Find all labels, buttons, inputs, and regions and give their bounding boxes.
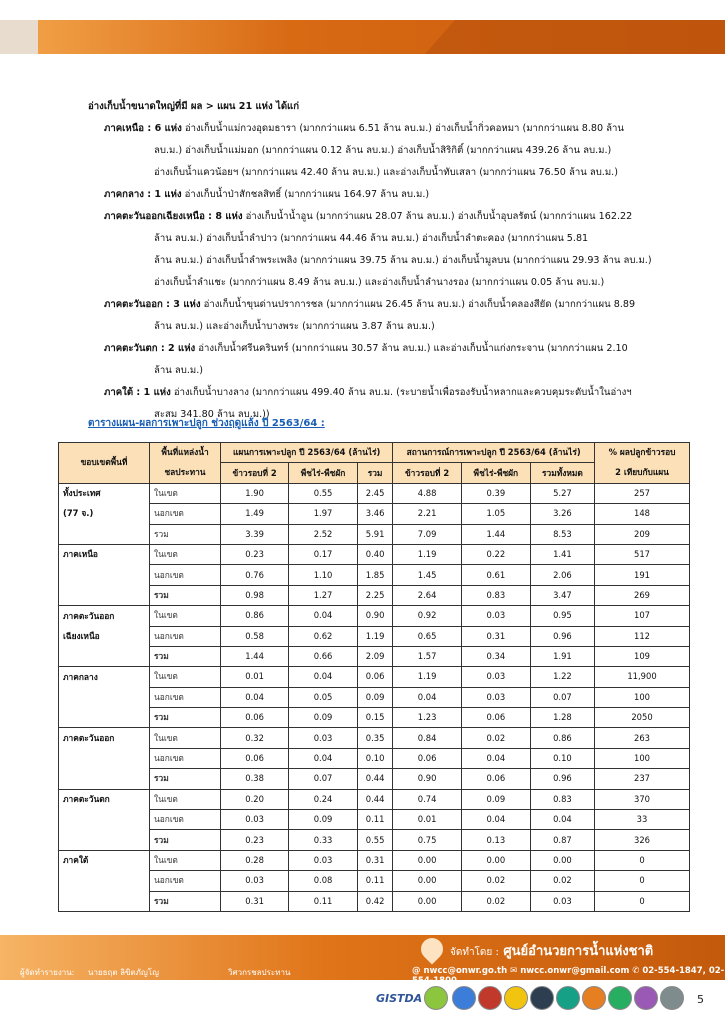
value-cell: 0.23 [221,544,289,564]
zone-cell: ในเขต [150,789,221,809]
gistda-logo: GISTDA [376,992,423,1005]
footer-resp-role: วิศวกรชลประทาน [228,968,291,977]
value-cell: 0.20 [221,789,289,809]
value-cell: 269 [595,585,690,605]
footer-org-name: ศูนย์อำนวยการน้ำแห่งชาติ [503,944,654,959]
zone-cell: นอกเขต [150,565,221,585]
value-cell: 0.03 [461,606,530,626]
value-cell: 0.34 [461,646,530,666]
header-rice2: ข้าวรอบที่ 2 [393,463,462,483]
region-cell: ภาคเหนือ [59,544,150,564]
value-cell: 1.22 [530,667,594,687]
table-row [59,483,690,503]
value-cell: 0.04 [530,810,594,830]
value-cell: 0.01 [393,810,462,830]
value-cell: 0.02 [461,871,530,891]
value-cell: 0.62 [289,626,358,646]
table-row [59,687,690,707]
zone-cell: รวม [150,769,221,789]
value-cell: 2.25 [357,585,392,605]
value-cell: 3.46 [357,504,392,524]
value-cell: 0.02 [530,871,594,891]
value-cell: 0.96 [530,769,594,789]
value-cell: 0.03 [289,850,358,870]
region-text: อ่างเก็บน้ำน้ำอูน (มากกว่าแผน 28.07 ล้าน ลบ.ม.) อ่างเก็บน้ำอุบลรัตน์ (มากกว่าแผน 162.22 [242,211,633,222]
table-row [59,891,690,911]
zone-cell: รวม [150,524,221,544]
footer-check-role: วิศวกรชลประทานชำนาญการพิเศษ [228,980,350,989]
zone-cell: นอกเขต [150,810,221,830]
value-cell: 0.04 [289,748,358,768]
value-cell: 1.91 [530,646,594,666]
header-area-1: พื้นที่แหล่งน้ำ [150,443,221,463]
table-row [59,626,690,646]
agency-logo-8-icon [608,986,632,1010]
value-cell: 1.19 [393,544,462,564]
region-cell: ภาคตะวันออก [59,728,150,748]
value-cell: 0.55 [289,483,358,503]
agency-logo-4-icon [504,986,528,1010]
value-cell: 0.00 [393,891,462,911]
value-cell: 2.09 [357,646,392,666]
table-row [59,504,690,524]
value-cell: 33 [595,810,690,830]
value-cell: 1.44 [461,524,530,544]
value-cell: 0.90 [393,769,462,789]
value-cell: 0.66 [289,646,358,666]
value-cell: 0.42 [357,891,392,911]
value-cell: 0.11 [357,871,392,891]
zone-cell: นอกเขต [150,504,221,524]
table-row [59,830,690,850]
value-cell: 1.19 [357,626,392,646]
value-cell: 107 [595,606,690,626]
agency-logo-10-icon [660,986,684,1010]
region-text: ล้าน ลบ.ม.) [154,365,204,376]
region-label: ภาคเหนือ : 6 แห่ง [104,123,182,134]
value-cell: 0.03 [221,810,289,830]
value-cell: 0.09 [461,789,530,809]
value-cell: 0.03 [461,667,530,687]
region-line-continued [88,250,688,272]
value-cell: 0.06 [461,769,530,789]
reservoir-summary [88,96,688,426]
value-cell: 0 [595,850,690,870]
region-text: อ่างเก็บน้ำขุนด่านปราการชล (มากกว่าแผน 26.45 ล้าน ลบ.ม.) อ่างเก็บน้ำคลองสียัด (มากกว่าแผน 8.89 [200,299,636,310]
value-cell: 0.98 [221,585,289,605]
value-cell: 0.92 [393,606,462,626]
table-row [59,585,690,605]
value-cell: 0.44 [357,769,392,789]
value-cell: 0.03 [530,891,594,911]
value-cell: 0 [595,891,690,911]
value-cell: 0.87 [530,830,594,850]
value-cell: 3.47 [530,585,594,605]
region-cell [59,646,150,666]
value-cell: 0.17 [289,544,358,564]
value-cell: 263 [595,728,690,748]
value-cell: 0.07 [289,769,358,789]
zone-cell: ในเขต [150,544,221,564]
header-sum: รวม [357,463,392,483]
value-cell: 0.83 [530,789,594,809]
table-row [59,667,690,687]
top-bar-left-block [0,20,38,54]
value-cell: 1.28 [530,708,594,728]
zone-cell: นอกเขต [150,871,221,891]
header-field2: พืชไร่-พืชผัก [461,463,530,483]
value-cell: 0.08 [289,871,358,891]
planting-table [58,442,690,912]
value-cell: 517 [595,544,690,564]
value-cell: 1.45 [393,565,462,585]
value-cell: 0.61 [461,565,530,585]
zone-cell: ในเขต [150,483,221,503]
agency-leaf-logo-icon [424,986,448,1010]
value-cell: 0.10 [357,748,392,768]
table-row [59,769,690,789]
table-row [59,728,690,748]
zone-cell: รวม [150,646,221,666]
page-number: 5 [697,993,704,1006]
header-actual: สถานการณ์การเพาะปลูก ปี 2563/64 (ล้านไร่) [393,443,595,463]
value-cell: 2.45 [357,483,392,503]
footer-org [450,940,653,961]
header-rice: ข้าวรอบที่ 2 [221,463,289,483]
table-title-link[interactable]: ตารางแผน-ผลการเพาะปลูก ช่วงฤดูแล้ง ปี 2563/64 : [88,418,325,429]
value-cell: 0.74 [393,789,462,809]
zone-cell: รวม [150,708,221,728]
value-cell: 1.49 [221,504,289,524]
agency-logo-7-icon [582,986,606,1010]
region-cell: เฉียงเหนือ [59,626,150,646]
value-cell: 0.32 [221,728,289,748]
table-row [59,524,690,544]
value-cell: 0.06 [221,748,289,768]
value-cell: 1.41 [530,544,594,564]
value-cell: 0.86 [221,606,289,626]
value-cell: 0 [595,871,690,891]
summary-lines [88,118,688,426]
region-cell [59,524,150,544]
value-cell: 1.23 [393,708,462,728]
region-text: ล้าน ลบ.ม.) อ่างเก็บน้ำลำปาว (มากกว่าแผน 44.46 ล้าน ลบ.ม.) อ่างเก็บน้ำลำตะคอง (มากกว่าแผน 5.81 [154,233,589,244]
value-cell: 0.31 [461,626,530,646]
value-cell: 0.04 [289,606,358,626]
value-cell: 2050 [595,708,690,728]
footer-org-prefix: จัดทำโดย : [450,947,499,958]
region-cell [59,891,150,911]
region-cell [59,810,150,830]
region-label: ภาคตะวันออก : 3 แห่ง [104,299,201,310]
table-row [59,871,690,891]
table-row [59,810,690,830]
value-cell: 0.95 [530,606,594,626]
region-text: อ่างเก็บน้ำป่าสักชลสิทธิ์ (มากกว่าแผน 164.97 ล้าน ลบ.ม.) [181,189,430,200]
value-cell: 0.11 [289,891,358,911]
value-cell: 0.75 [393,830,462,850]
value-cell: 0.31 [357,850,392,870]
value-cell: 5.27 [530,483,594,503]
zone-cell: รวม [150,891,221,911]
value-cell: 5.91 [357,524,392,544]
region-cell [59,687,150,707]
value-cell: 0.10 [530,748,594,768]
region-cell [59,708,150,728]
value-cell: 3.26 [530,504,594,524]
region-text: ล้าน ลบ.ม.) อ่างเก็บน้ำลำพระเพลิง (มากกว่าแผน 39.75 ล้าน ลบ.ม.) อ่างเก็บน้ำมูลบน (มากกว่าแผน 29.93 ล้าน ลบ.ม.) [154,255,652,266]
region-text: อ่างเก็บน้ำศรีนครินทร์ (มากกว่าแผน 30.57 ล้าน ลบ.ม.) และอ่างเก็บน้ำแก่งกระจาน (มากกว่าแผน 2.10 [195,343,628,354]
region-line [88,206,688,228]
agency-logo-3-icon [478,986,502,1010]
value-cell: 0.55 [357,830,392,850]
value-cell: 1.57 [393,646,462,666]
agency-logo-2-icon [452,986,476,1010]
region-text: ลบ.ม.) อ่างเก็บน้ำแม่มอก (มากกว่าแผน 0.12 ล้าน ลบ.ม.) อ่างเก็บน้ำสิริกิติ์ (มากกว่าแผน 439.26 ล้าน ลบ.ม.) [154,145,612,156]
table-row [59,850,690,870]
region-cell: ทั้งประเทศ [59,483,150,503]
value-cell: 0.01 [221,667,289,687]
region-line [88,338,688,360]
region-line [88,118,688,140]
table-row [59,748,690,768]
value-cell: 0.06 [357,667,392,687]
top-bar-stripe [425,20,725,54]
table-row [59,789,690,809]
footer-resp-name: นายธฤต ลิขิตภัญโญ [88,968,159,977]
region-text: อ่างเก็บน้ำบางลาง (มากกว่าแผน 499.40 ล้าน ลบ.ม. (ระบายน้ำเพื่อรองรับน้ำหลากและควบคุมระดับน้ำในอ่างฯ [170,387,632,398]
region-text: อ่างเก็บน้ำลำแชะ (มากกว่าแผน 8.49 ล้าน ลบ.ม.) และอ่างเก็บน้ำลำนางรอง (มากกว่าแผน 0.05 ล้าน ลบ.ม.) [154,277,605,288]
value-cell: 0.65 [393,626,462,646]
value-cell: 0.05 [289,687,358,707]
region-line [88,294,688,316]
value-cell: 0.04 [461,810,530,830]
summary-heading: อ่างเก็บน้ำขนาดใหญ่ที่มี ผล > แผน 21 แห่ง ได้แก่ [88,101,300,112]
footer-check-name: นายธรรมพงศ์ ณาวบุตร [88,980,170,989]
value-cell: 0.02 [461,728,530,748]
value-cell: 0.04 [221,687,289,707]
value-cell: 0.90 [357,606,392,626]
zone-cell: นอกเขต [150,748,221,768]
zone-cell: ในเขต [150,850,221,870]
region-line-continued [88,228,688,250]
value-cell: 1.44 [221,646,289,666]
value-cell: 0.35 [357,728,392,748]
value-cell: 370 [595,789,690,809]
region-line-continued [88,162,688,184]
value-cell: 0.03 [221,871,289,891]
value-cell: 0.06 [461,708,530,728]
region-line-continued [88,316,688,338]
value-cell: 0.06 [393,748,462,768]
value-cell: 0.00 [461,850,530,870]
value-cell: 0.84 [393,728,462,748]
region-label: ภาคตะวันออกเฉียงเหนือ : 8 แห่ง [104,211,243,222]
value-cell: 100 [595,687,690,707]
value-cell: 0.86 [530,728,594,748]
header-total: รวมทั้งหมด [530,463,594,483]
value-cell: 2.06 [530,565,594,585]
footer-contact: @ nwcc@onwr.go.th ✉ nwcc.onwr@gmail.com ✆ 02-554-1847, 02-554-1800 [412,966,725,986]
value-cell: 0.13 [461,830,530,850]
agency-logo-6-icon [556,986,580,1010]
table-row [59,606,690,626]
value-cell: 0.38 [221,769,289,789]
value-cell: 1.90 [221,483,289,503]
region-label: ภาคกลาง : 1 แห่ง [104,189,182,200]
region-cell: (77 จ.) [59,504,150,524]
region-label: ภาคใต้ : 1 แห่ง [104,387,171,398]
value-cell: 0.06 [221,708,289,728]
value-cell: 0.96 [530,626,594,646]
value-cell: 0.76 [221,565,289,585]
table-body [59,483,690,911]
header-plan: แผนการเพาะปลูก ปี 2563/64 (ล้านไร่) [221,443,393,463]
zone-cell: นอกเขต [150,626,221,646]
region-cell [59,871,150,891]
region-line [88,382,688,404]
region-cell: ภาคตะวันออก [59,606,150,626]
value-cell: 1.05 [461,504,530,524]
zone-cell: ในเขต [150,667,221,687]
value-cell: 148 [595,504,690,524]
region-cell: ภาคใต้ [59,850,150,870]
table-row [59,544,690,564]
value-cell: 0.24 [289,789,358,809]
value-cell: 0.03 [461,687,530,707]
value-cell: 11,900 [595,667,690,687]
zone-cell: ในเขต [150,606,221,626]
value-cell: 0.00 [530,850,594,870]
value-cell: 191 [595,565,690,585]
value-cell: 0.28 [221,850,289,870]
value-cell: 1.27 [289,585,358,605]
value-cell: 257 [595,483,690,503]
value-cell: 0.23 [221,830,289,850]
header-pct-1: % ผลปลูกข้าวรอบ [595,443,690,463]
zone-cell: นอกเขต [150,687,221,707]
region-cell [59,769,150,789]
value-cell: 0.40 [357,544,392,564]
region-line-continued [88,360,688,382]
footer-resp-label: ผู้จัดทำรายงาน: [20,968,75,977]
region-text: อ่างเก็บน้ำแควน้อยฯ (มากกว่าแผน 42.40 ล้าน ลบ.ม.) และอ่างเก็บน้ำทับเสลา (มากกว่าแผน 76.50 ล้าน ลบ.ม.) [154,167,618,178]
value-cell: 0.15 [357,708,392,728]
value-cell: 1.85 [357,565,392,585]
value-cell: 0.09 [289,708,358,728]
value-cell: 0.04 [461,748,530,768]
value-cell: 0.04 [289,667,358,687]
region-text: ล้าน ลบ.ม.) และอ่างเก็บน้ำบางพระ (มากกว่าแผน 3.87 ล้าน ลบ.ม.) [154,321,435,332]
region-text: สะสม 341.80 ล้าน ลบ.ม.)) [154,409,270,420]
value-cell: 112 [595,626,690,646]
value-cell: 0.09 [357,687,392,707]
region-cell: ภาคกลาง [59,667,150,687]
value-cell: 8.53 [530,524,594,544]
agency-logo-9-icon [634,986,658,1010]
header-pct-2: 2 เทียบกับแผน [595,463,690,483]
value-cell: 4.88 [393,483,462,503]
value-cell: 100 [595,748,690,768]
value-cell: 0.44 [357,789,392,809]
value-cell: 0.02 [461,891,530,911]
value-cell: 209 [595,524,690,544]
region-line-continued [88,272,688,294]
value-cell: 1.19 [393,667,462,687]
zone-cell: ในเขต [150,728,221,748]
value-cell: 0.58 [221,626,289,646]
value-cell: 0.03 [289,728,358,748]
table-row [59,708,690,728]
value-cell: 2.64 [393,585,462,605]
region-cell [59,585,150,605]
footer-check-label: ผู้ตรวจรายงาน: [20,980,74,989]
value-cell: 1.10 [289,565,358,585]
value-cell: 0.07 [530,687,594,707]
value-cell: 0.31 [221,891,289,911]
value-cell: 0.83 [461,585,530,605]
value-cell: 2.52 [289,524,358,544]
agency-logo-5-icon [530,986,554,1010]
value-cell: 237 [595,769,690,789]
value-cell: 326 [595,830,690,850]
value-cell: 2.21 [393,504,462,524]
region-line-continued [88,140,688,162]
value-cell: 0.00 [393,850,462,870]
value-cell: 0.39 [461,483,530,503]
value-cell: 0.22 [461,544,530,564]
value-cell: 0.33 [289,830,358,850]
value-cell: 1.97 [289,504,358,524]
header-field: พืชไร่-พืชผัก [289,463,358,483]
region-cell [59,748,150,768]
zone-cell: รวม [150,585,221,605]
region-label: ภาคตะวันตก : 2 แห่ง [104,343,196,354]
value-cell: 0.00 [393,871,462,891]
value-cell: 0.11 [357,810,392,830]
value-cell: 7.09 [393,524,462,544]
table-row [59,646,690,666]
header-area-2: ชลประทาน [150,463,221,483]
value-cell: 0.04 [393,687,462,707]
region-cell [59,830,150,850]
value-cell: 3.39 [221,524,289,544]
value-cell: 0.09 [289,810,358,830]
zone-cell: รวม [150,830,221,850]
region-cell [59,565,150,585]
region-text: อ่างเก็บน้ำแม่กวงอุดมธารา (มากกว่าแผน 6.51 ล้าน ลบ.ม.) อ่างเก็บน้ำกิ่วคอหมา (มากกว่าแผน 8.80 ล้าน [181,123,624,134]
header-region: ขอบเขตพื้นที่ [59,443,150,484]
region-cell: ภาคตะวันตก [59,789,150,809]
region-line [88,184,688,206]
table-row [59,565,690,585]
value-cell: 109 [595,646,690,666]
